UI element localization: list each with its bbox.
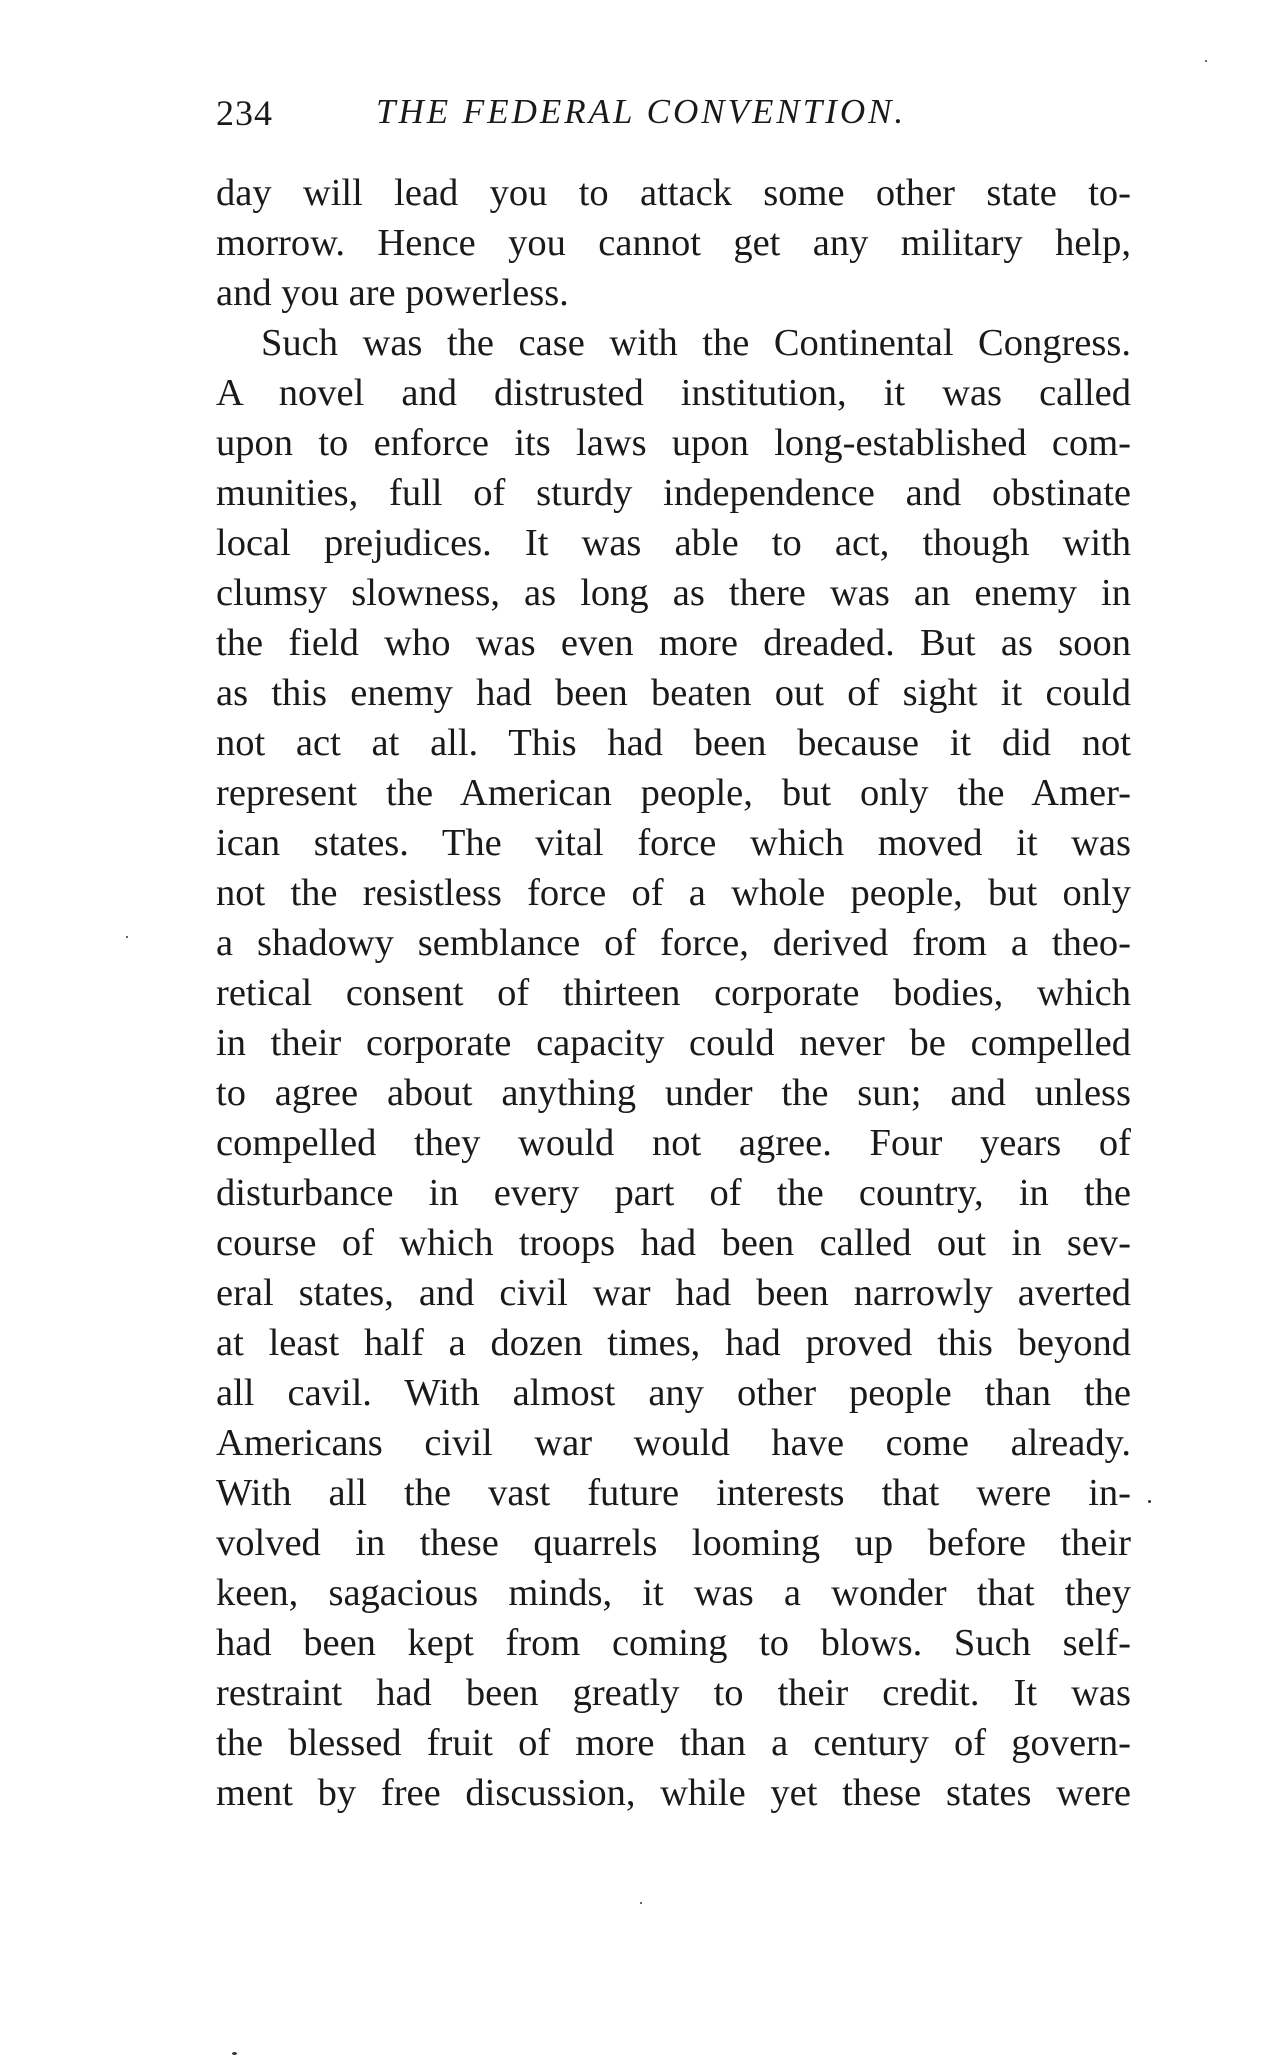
text-line: all cavil. With almost any other people than the [216, 1372, 1131, 1414]
text-line: disturbance in every part of the country, in the [216, 1172, 1131, 1214]
body-text [216, 168, 1131, 1818]
scan-speck [1205, 60, 1207, 62]
text-line: morrow. Hence you cannot get any military help, [216, 222, 1131, 264]
text-line: in their corporate capacity could never be compelled [216, 1022, 1131, 1064]
text-line: upon to enforce its laws upon long-established com- [216, 422, 1131, 464]
text-line: eral states, and civil war had been narrowly averted [216, 1272, 1131, 1314]
text-line: and you are powerless. [216, 272, 569, 314]
text-line: clumsy slowness, as long as there was an enemy in [216, 572, 1131, 614]
text-line: restraint had been greatly to their credit. It was [216, 1672, 1131, 1714]
running-title: THE FEDERAL CONVENTION. [376, 92, 907, 131]
text-line: the field who was even more dreaded. But as soon [216, 622, 1131, 664]
text-line: represent the American people, but only the Amer- [216, 772, 1131, 814]
text-line: With all the vast future interests that were in- [216, 1472, 1131, 1514]
text-line: had been kept from coming to blows. Such self- [216, 1622, 1131, 1664]
text-line: to agree about anything under the sun; and unless [216, 1072, 1131, 1114]
text-line: keen, sagacious minds, it was a wonder that they [216, 1572, 1131, 1614]
page-number: 234 [216, 93, 273, 133]
text-line: course of which troops had been called out in sev- [216, 1222, 1131, 1264]
text-line: volved in these quarrels looming up before their [216, 1522, 1131, 1564]
scan-speck [640, 1902, 642, 1904]
running-head [216, 92, 1131, 142]
text-line: day will lead you to attack some other state to- [216, 172, 1131, 214]
text-line: munities, full of sturdy independence and obstinate [216, 472, 1131, 514]
text-line: compelled they would not agree. Four years of [216, 1122, 1131, 1164]
text-line: not the resistless force of a whole people, but only [216, 872, 1131, 914]
text-line: retical consent of thirteen corporate bodies, which [216, 972, 1131, 1014]
text-line: not act at all. This had been because it did not [216, 722, 1131, 764]
paragraph-1 [216, 168, 1131, 318]
text-line: the blessed fruit of more than a century of govern- [216, 1722, 1131, 1764]
text-line: ment by free discussion, while yet these states were [216, 1772, 1131, 1814]
text-line: as this enemy had been beaten out of sight it could [216, 672, 1131, 714]
text-line: Such was the case with the Continental Congress. [261, 322, 1131, 364]
text-line: A novel and distrusted institution, it was called [216, 372, 1131, 414]
text-line: ican states. The vital force which moved it was [216, 822, 1131, 864]
text-line: Americans civil war would have come already. [216, 1422, 1131, 1464]
text-line: at least half a dozen times, had proved this beyond [216, 1322, 1131, 1364]
scan-speck [126, 936, 128, 938]
text-line: a shadowy semblance of force, derived from a theo- [216, 922, 1131, 964]
scan-speck [232, 2052, 237, 2055]
paragraph-2 [216, 318, 1131, 1818]
text-line: local prejudices. It was able to act, though with [216, 522, 1131, 564]
scan-speck [1148, 1500, 1151, 1503]
